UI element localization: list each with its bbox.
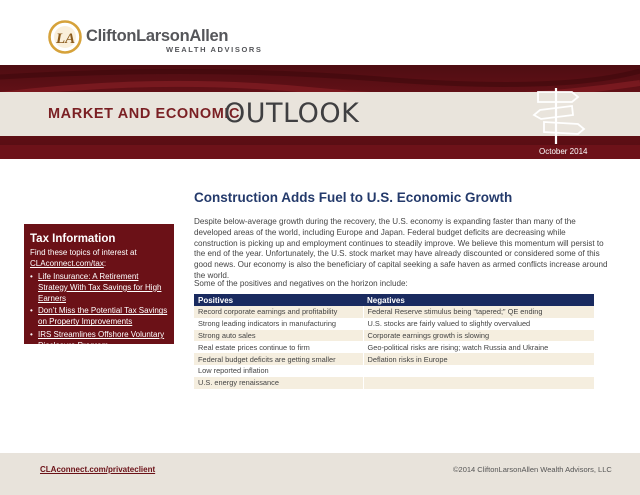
table-intro: Some of the positives and negatives on the horizon include: bbox=[194, 279, 408, 288]
issue-date: October 2014 bbox=[539, 147, 588, 156]
signpost-icon bbox=[528, 84, 588, 144]
cla-logo-icon bbox=[48, 20, 82, 54]
page-footer bbox=[0, 453, 640, 495]
sidebar-intro-text: Find these topics of interest at bbox=[30, 248, 137, 257]
table-row bbox=[194, 353, 594, 365]
negative-cell: Geo-political risks are rising; watch Russia and Ukraine bbox=[363, 341, 594, 353]
negative-cell: U.S. stocks are fairly valued to slightly overvalued bbox=[363, 318, 594, 330]
positive-cell: Federal budget deficits are getting smaller bbox=[194, 353, 363, 365]
table-header-row bbox=[194, 294, 594, 306]
positive-cell: Strong leading indicators in manufacturing bbox=[194, 318, 363, 330]
footer-private-client-link[interactable]: CLAconnect.com/privateclient bbox=[40, 465, 156, 474]
banner-title-prefix: MARKET AND ECONOMIC bbox=[48, 106, 241, 122]
table-row bbox=[194, 341, 594, 353]
positive-cell: Record corporate earnings and profitability bbox=[194, 306, 363, 318]
sidebar-item-irs-offshore[interactable]: • IRS Streamlines Offshore Voluntary Disclosure Program bbox=[30, 330, 168, 352]
logo-wordmark: CliftonLarsonAllen bbox=[86, 27, 229, 45]
svg-text:LA: LA bbox=[56, 31, 76, 47]
header-negatives: Negatives bbox=[363, 294, 594, 306]
positive-cell: Real estate prices continue to firm bbox=[194, 341, 363, 353]
logo-tagline: WEALTH ADVISORS bbox=[166, 45, 263, 54]
article-title: Construction Adds Fuel to U.S. Economic Growth bbox=[194, 190, 513, 205]
header-positives: Positives bbox=[194, 294, 363, 306]
table-row bbox=[194, 365, 594, 377]
table-row bbox=[194, 377, 594, 389]
negative-cell: Corporate earnings growth is slowing bbox=[363, 330, 594, 342]
sidebar-intro bbox=[30, 248, 168, 269]
company-logo bbox=[48, 20, 268, 60]
table-row bbox=[194, 330, 594, 342]
negative-cell: Deflation risks in Europe bbox=[363, 353, 594, 365]
banner-title-main: OUTLOOK bbox=[224, 98, 360, 129]
negative-cell bbox=[363, 365, 594, 377]
sidebar-topic-list bbox=[30, 272, 168, 352]
tax-info-sidebar bbox=[24, 224, 174, 350]
positive-cell: Strong auto sales bbox=[194, 330, 363, 342]
article-body: Despite below-average growth during the recovery, the U.S. economy is expanding faster than many of the developed areas of the world, including Europe and Japan. Federal budget deficits are decreasing while construction is picking up and employment continues to steadily improve. We believe this momentum will persist to the end of the year. Unfortunately, the U.S. stock market may have already discounted or considered some of this good news. Our economy is also the beneficiary of capital seeking a safe haven as armed conflicts increase around the world. bbox=[194, 217, 608, 280]
positives-negatives-table bbox=[194, 294, 594, 389]
positive-cell: Low reported inflation bbox=[194, 365, 363, 377]
sidebar-tax-link[interactable]: CLAconnect.com/tax bbox=[30, 258, 104, 268]
footer-copyright: ©2014 CliftonLarsonAllen Wealth Advisors, LLC bbox=[453, 465, 612, 474]
table-row bbox=[194, 318, 594, 330]
sidebar-item-life-insurance[interactable]: • Life Insurance: A Retirement Strategy With Tax Savings for High Earners bbox=[30, 272, 168, 304]
sidebar-title: Tax Information bbox=[30, 233, 116, 245]
positive-cell: U.S. energy renaissance bbox=[194, 377, 363, 389]
negative-cell bbox=[363, 377, 594, 389]
negative-cell: Federal Reserve stimulus being “tapered;” QE ending bbox=[363, 306, 594, 318]
sidebar-link-suffix: : bbox=[103, 258, 107, 268]
table-row bbox=[194, 306, 594, 318]
sidebar-item-property-improvements[interactable]: • Don’t Miss the Potential Tax Savings on Property Improvements bbox=[30, 306, 168, 328]
